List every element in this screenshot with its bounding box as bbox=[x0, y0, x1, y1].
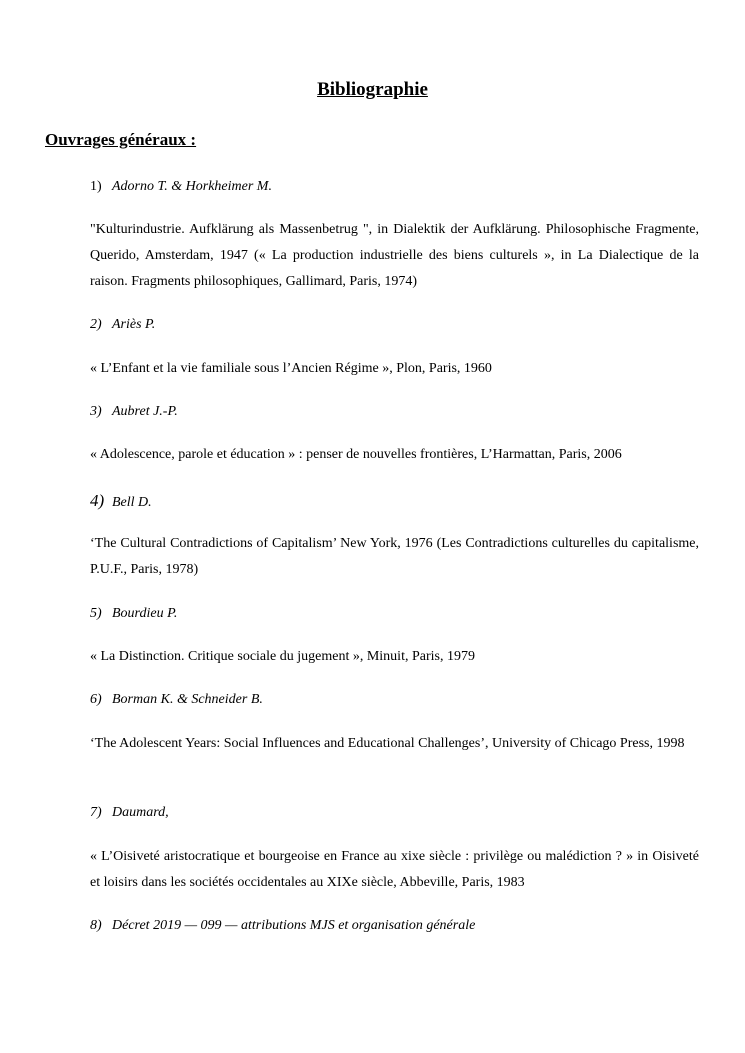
entry-heading bbox=[90, 918, 475, 934]
entry-heading bbox=[90, 805, 169, 821]
entry-author: Bell D. bbox=[112, 495, 152, 510]
entry-reference: "Kulturindustrie. Aufklärung als Massenbetrug ", in Dialektik der Aufklärung. Philosophische Fragmente, Querido, Amsterdam, 1947 (« La production industrielle des biens culturels », in La Dialectique de la raison. Fragments philosophiques, Gallimard, Paris, 1974) bbox=[90, 222, 699, 289]
entry-author: Adorno T. & Horkheimer M. bbox=[112, 179, 272, 194]
entry-reference: « L’Enfant et la vie familiale sous l’Ancien Régime », Plon, Paris, 1960 bbox=[90, 361, 492, 376]
entry-heading bbox=[90, 317, 155, 333]
entry-author: Aubret J.-P. bbox=[112, 404, 178, 419]
entry-number: 6) bbox=[90, 692, 102, 707]
entry-author: Bourdieu P. bbox=[112, 606, 178, 621]
entry-author: Ariès P. bbox=[112, 317, 156, 332]
entry-number: 5) bbox=[90, 606, 102, 621]
entry-number: 4) bbox=[90, 491, 105, 510]
entry-heading bbox=[90, 606, 177, 622]
entry-heading bbox=[90, 692, 263, 708]
entry-reference: ‘The Cultural Contradictions of Capitalism’ New York, 1976 (Les Contradictions culturelles du capitalisme, P.U.F., Paris, 1978) bbox=[90, 536, 699, 577]
entry-author: Décret 2019 — 099 — attributions MJS et organisation générale bbox=[112, 918, 476, 933]
entry-number: 2) bbox=[90, 317, 102, 332]
entry-reference: « La Distinction. Critique sociale du jugement », Minuit, Paris, 1979 bbox=[90, 649, 475, 664]
entry-author: Daumard, bbox=[112, 805, 169, 820]
section-heading: Ouvrages généraux : bbox=[45, 130, 197, 149]
entry-reference: ‘The Adolescent Years: Social Influences and Educational Challenges’, University of Chicago Press, 1998 bbox=[90, 736, 685, 751]
entry-number: 8) bbox=[90, 918, 102, 933]
entry-number: 7) bbox=[90, 805, 102, 820]
entry-heading bbox=[90, 404, 178, 420]
entry-heading bbox=[90, 491, 152, 511]
entry-number: 1) bbox=[90, 179, 102, 194]
entry-heading bbox=[90, 179, 272, 195]
entry-number: 3) bbox=[90, 404, 102, 419]
entry-reference: « L’Oisiveté aristocratique et bourgeoise en France au xixe siècle : privilège ou malédiction ? » in Oisiveté et loisirs dans les sociétés occidentales au XIXe siècle, Abbeville, Paris, 1983 bbox=[90, 849, 699, 890]
entry-author: Borman K. & Schneider B. bbox=[112, 692, 263, 707]
entry-reference: « Adolescence, parole et éducation » : penser de nouvelles frontières, L’Harmattan, Paris, 2006 bbox=[90, 447, 622, 462]
page-title: Bibliographie bbox=[317, 79, 428, 100]
